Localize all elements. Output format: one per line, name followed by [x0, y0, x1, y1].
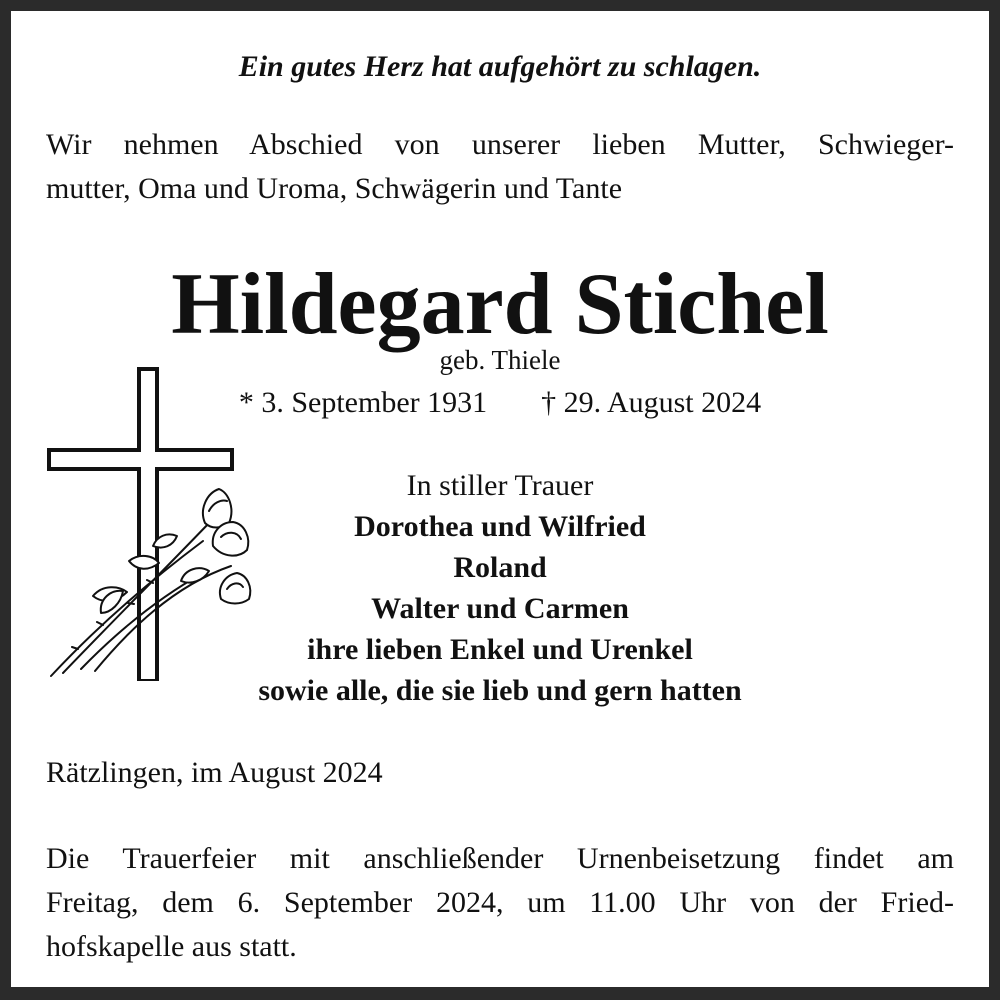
- mourning-heading: In stiller Trauer: [406, 469, 594, 502]
- service-line-2: Freitag, dem 6. September 2024, um 11.00 Uhr von der Fried-: [46, 886, 954, 919]
- intro-line-1: Wir nehmen Abschied von unserer lieben Mutter, Schwieger-: [46, 128, 954, 161]
- obituary-notice: [11, 11, 989, 987]
- place-date: Rätzlingen, im August 2024: [46, 756, 383, 789]
- maiden-name: geb. Thiele: [439, 345, 561, 375]
- mourner-name: sowie alle, die sie lieb und gern hatten: [258, 674, 742, 707]
- service-line-3: hofskapelle aus statt.: [46, 930, 297, 963]
- service-info: [46, 837, 954, 969]
- deceased-name: Hildegard Stichel: [171, 256, 829, 353]
- mourner-name: Walter und Carmen: [371, 592, 629, 625]
- mourner-name: Dorothea und Wilfried: [354, 510, 646, 543]
- mourner-name: ihre lieben Enkel und Urenkel: [307, 633, 693, 666]
- motto: Ein gutes Herz hat aufgehört zu schlagen.: [238, 50, 762, 83]
- intro-line-2: mutter, Oma und Uroma, Schwägerin und Tante: [46, 172, 623, 205]
- mourners-block: [111, 465, 889, 711]
- mourner-name: Roland: [453, 551, 547, 584]
- intro-text: [46, 123, 954, 211]
- service-line-1: Die Trauerfeier mit anschließender Urnenbeisetzung findet am: [46, 842, 954, 875]
- birth-date: * 3. September 1931: [238, 386, 488, 419]
- death-date: † 29. August 2024: [541, 386, 762, 419]
